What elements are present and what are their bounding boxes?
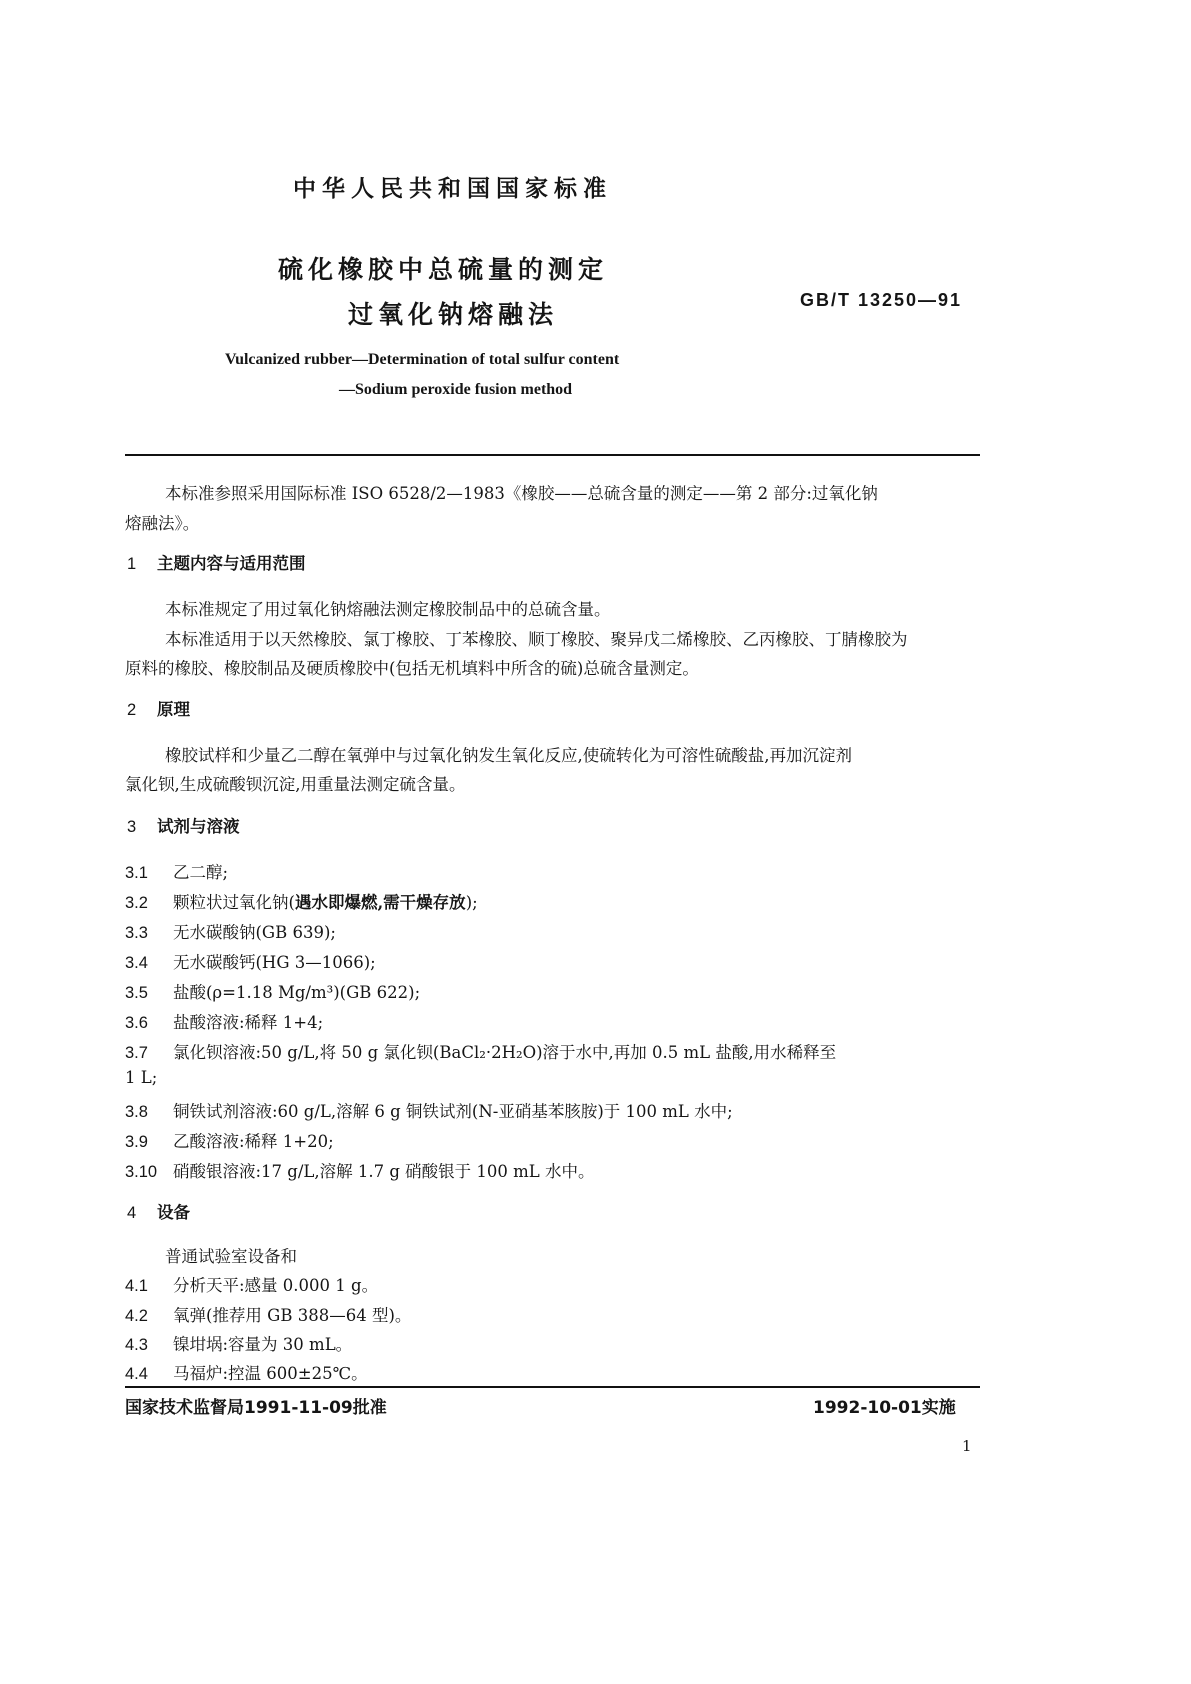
section-number: 4 (127, 1204, 137, 1222)
approval-date: 国家技术监督局1991-11-09批准 (125, 1398, 387, 1418)
list-item: 3.10 硝酸银溶液:17 g/L,溶解 1.7 g 硝酸银于 100 mL 水中。 (125, 1162, 595, 1181)
list-item: 4.1 分析天平:感量 0.000 1 g。 (125, 1276, 379, 1295)
english-title-line-1: Vulcanized rubber—Determination of total sulfur content (225, 351, 620, 368)
section-title: 设备 (157, 1203, 190, 1222)
list-item: 3.3 无水碳酸钠(GB 639); (125, 923, 336, 942)
paragraph-line: 橡胶试样和少量乙二醇在氧弹中与过氧化钠发生氧化反应,使硫转化为可溶性硫酸盐,再加沉淀剂 (165, 746, 852, 765)
list-item: 4.3 镍坩埚:容量为 30 mL。 (125, 1335, 353, 1354)
section-heading-3 (127, 813, 240, 837)
list-item: 3.2 颗粒状过氧化钠(遇水即爆燃,需干燥存放); (125, 893, 478, 912)
intro-line: 本标准参照采用国际标准 ISO 6528/2—1983《橡胶——总硫含量的测定——第 2 部分:过氧化钠 (165, 484, 878, 503)
list-item: 3.5 盐酸(ρ=1.18 Mg/m³)(GB 622); (125, 983, 421, 1002)
list-item: 3.9 乙酸溶液:稀释 1+20; (125, 1132, 334, 1151)
list-item: 3.1 乙二醇; (125, 863, 229, 882)
list-item: 4.2 氧弹(推荐用 GB 388—64 型)。 (125, 1306, 412, 1325)
intro-line: 熔融法》。 (125, 514, 200, 533)
section-number: 3 (127, 818, 137, 836)
paragraph-line: 普通试验室设备和 (165, 1247, 297, 1266)
title-line-2: 过氧化钠熔融法 (348, 300, 559, 329)
list-item: 3.4 无水碳酸钙(HG 3—1066); (125, 953, 376, 972)
section-heading-1 (127, 550, 306, 574)
section-heading-4 (127, 1199, 190, 1223)
english-title-line-2: —Sodium peroxide fusion method (339, 381, 573, 398)
org-title: 中华人民共和国国家标准 (293, 176, 612, 202)
section-number: 2 (127, 701, 137, 719)
list-item-continuation: 1 L; (125, 1068, 158, 1087)
list-item: 4.4 马福炉:控温 600±25℃。 (125, 1364, 368, 1383)
standard-code: GB/T 13250—91 (800, 290, 963, 310)
effective-date: 1992-10-01实施 (813, 1398, 956, 1418)
paragraph-line: 本标准规定了用过氧化钠熔融法测定橡胶制品中的总硫含量。 (165, 600, 611, 619)
section-number: 1 (127, 555, 137, 573)
list-item: 3.8 铜铁试剂溶液:60 g/L,溶解 6 g 铜铁试剂(N-亚硝基苯胲胺)于 100 mL 水中; (125, 1102, 733, 1121)
header-divider (125, 454, 980, 456)
page-number: 1 (962, 1437, 972, 1455)
paragraph-line: 本标准适用于以天然橡胶、氯丁橡胶、丁苯橡胶、顺丁橡胶、聚异戊二烯橡胶、乙丙橡胶、丁腈橡胶为 (165, 630, 908, 649)
list-item: 3.7 氯化钡溶液:50 g/L,将 50 g 氯化钡(BaCl₂·2H₂O)溶于水中,再加 0.5 mL 盐酸,用水稀释至 (125, 1043, 837, 1062)
section-title: 试剂与溶液 (157, 817, 240, 836)
section-title: 原理 (157, 700, 190, 719)
list-item: 3.6 盐酸溶液:稀释 1+4; (125, 1013, 324, 1032)
paragraph-line: 氯化钡,生成硫酸钡沉淀,用重量法测定硫含量。 (125, 775, 466, 794)
footer-divider (125, 1386, 980, 1388)
paragraph-line: 原料的橡胶、橡胶制品及硬质橡胶中(包括无机填料中所含的硫)总硫含量测定。 (125, 659, 699, 678)
section-heading-2 (127, 696, 190, 720)
title-line-1: 硫化橡胶中总硫量的测定 (278, 255, 609, 284)
section-title: 主题内容与适用范围 (157, 554, 306, 573)
